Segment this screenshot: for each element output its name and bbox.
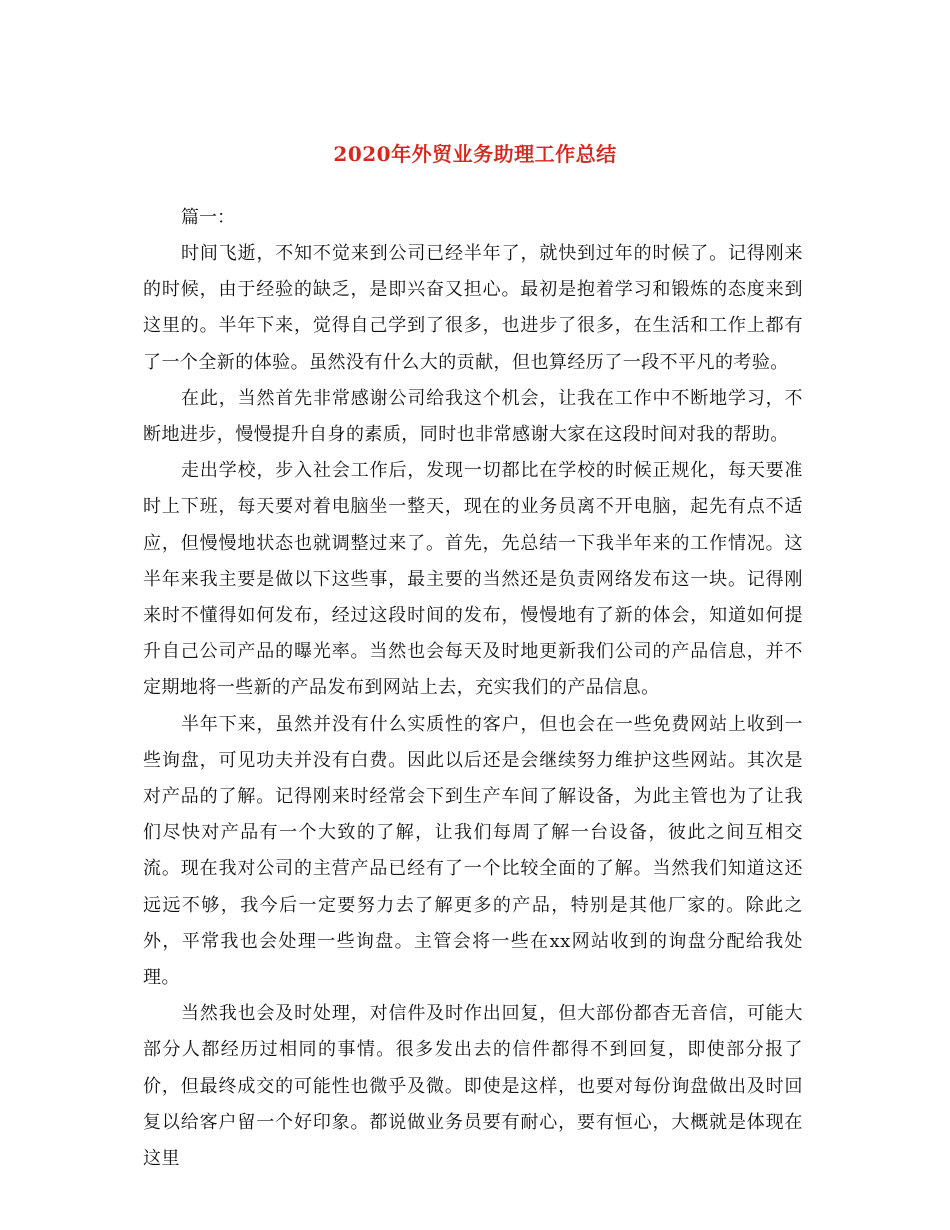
document-body xyxy=(143,200,803,1177)
section-label: 篇一： xyxy=(181,207,235,228)
paragraph-3: 走出学校，步入社会工作后，发现一切都比在学校的时候正规化，每天要准时上下班，每天要对着电脑坐一整天，现在的业务员离不开电脑，起先有点不适应，但慢慢地状态也就调整过来了。首先，先总结一下我半年来的工作情况。这半年来我主要是做以下这些事，最主要的当然还是负责网络发布这一块。记得刚来时不懂得如何发布，经过这段时间的发布，慢慢地有了新的体会，知道如何提升自己公司产品的曝光率。当然也会每天及时地更新我们公司的产品信息，并不定期地将一些新的产品发布到网站上去，充实我们的产品信息。 xyxy=(143,460,803,699)
paragraph-5: 当然我也会及时处理，对信件及时作出回复，但大部份都杳无音信，可能大部分人都经历过相同的事情。很多发出去的信件都得不到回复，即使部分报了价，但最终成交的可能性也微乎及微。即使是这样，也要对每份询盘做出及时回复以给客户留一个好印象。都说做业务员要有耐心，要有恒心，大概就是体现在这里 xyxy=(143,1003,803,1170)
paragraph-4: 半年下来，虽然并没有什么实质性的客户，但也会在一些免费网站上收到一些询盘，可见功夫并没有白费。因此以后还是会继续努力维护这些网站。其次是对产品的了解。记得刚来时经常会下到生产车间了解设备，为此主管也为了让我们尽快对产品有一个大致的了解，让我们每周了解一台设备，彼此之间互相交流。现在我对公司的主营产品已经有了一个比较全面的了解。当然我们知道这还远远不够，我今后一定要努力去了解更多的产品，特别是其他厂家的。除此之外，平常我也会处理一些询盘。主管会将一些在xx网站收到的询盘分配给我处理。 xyxy=(143,713,803,989)
document-title: 2020年外贸业务助理工作总结 xyxy=(333,142,617,166)
paragraph-1: 时间飞逝，不知不觉来到公司已经半年了，就快到过年的时候了。记得刚来的时候，由于经验的缺乏，是即兴奋又担心。最初是抱着学习和锻炼的态度来到这里的。半年下来，觉得自己学到了很多，也进步了很多，在生活和工作上都有了一个全新的体验。虽然没有什么大的贡献，但也算经历了一段不平凡的考验。 xyxy=(143,243,803,373)
paragraph-2: 在此，当然首先非常感谢公司给我这个机会，让我在工作中不断地学习，不断地进步，慢慢提升自身的素质，同时也非常感谢大家在这段时间对我的帮助。 xyxy=(143,387,803,446)
